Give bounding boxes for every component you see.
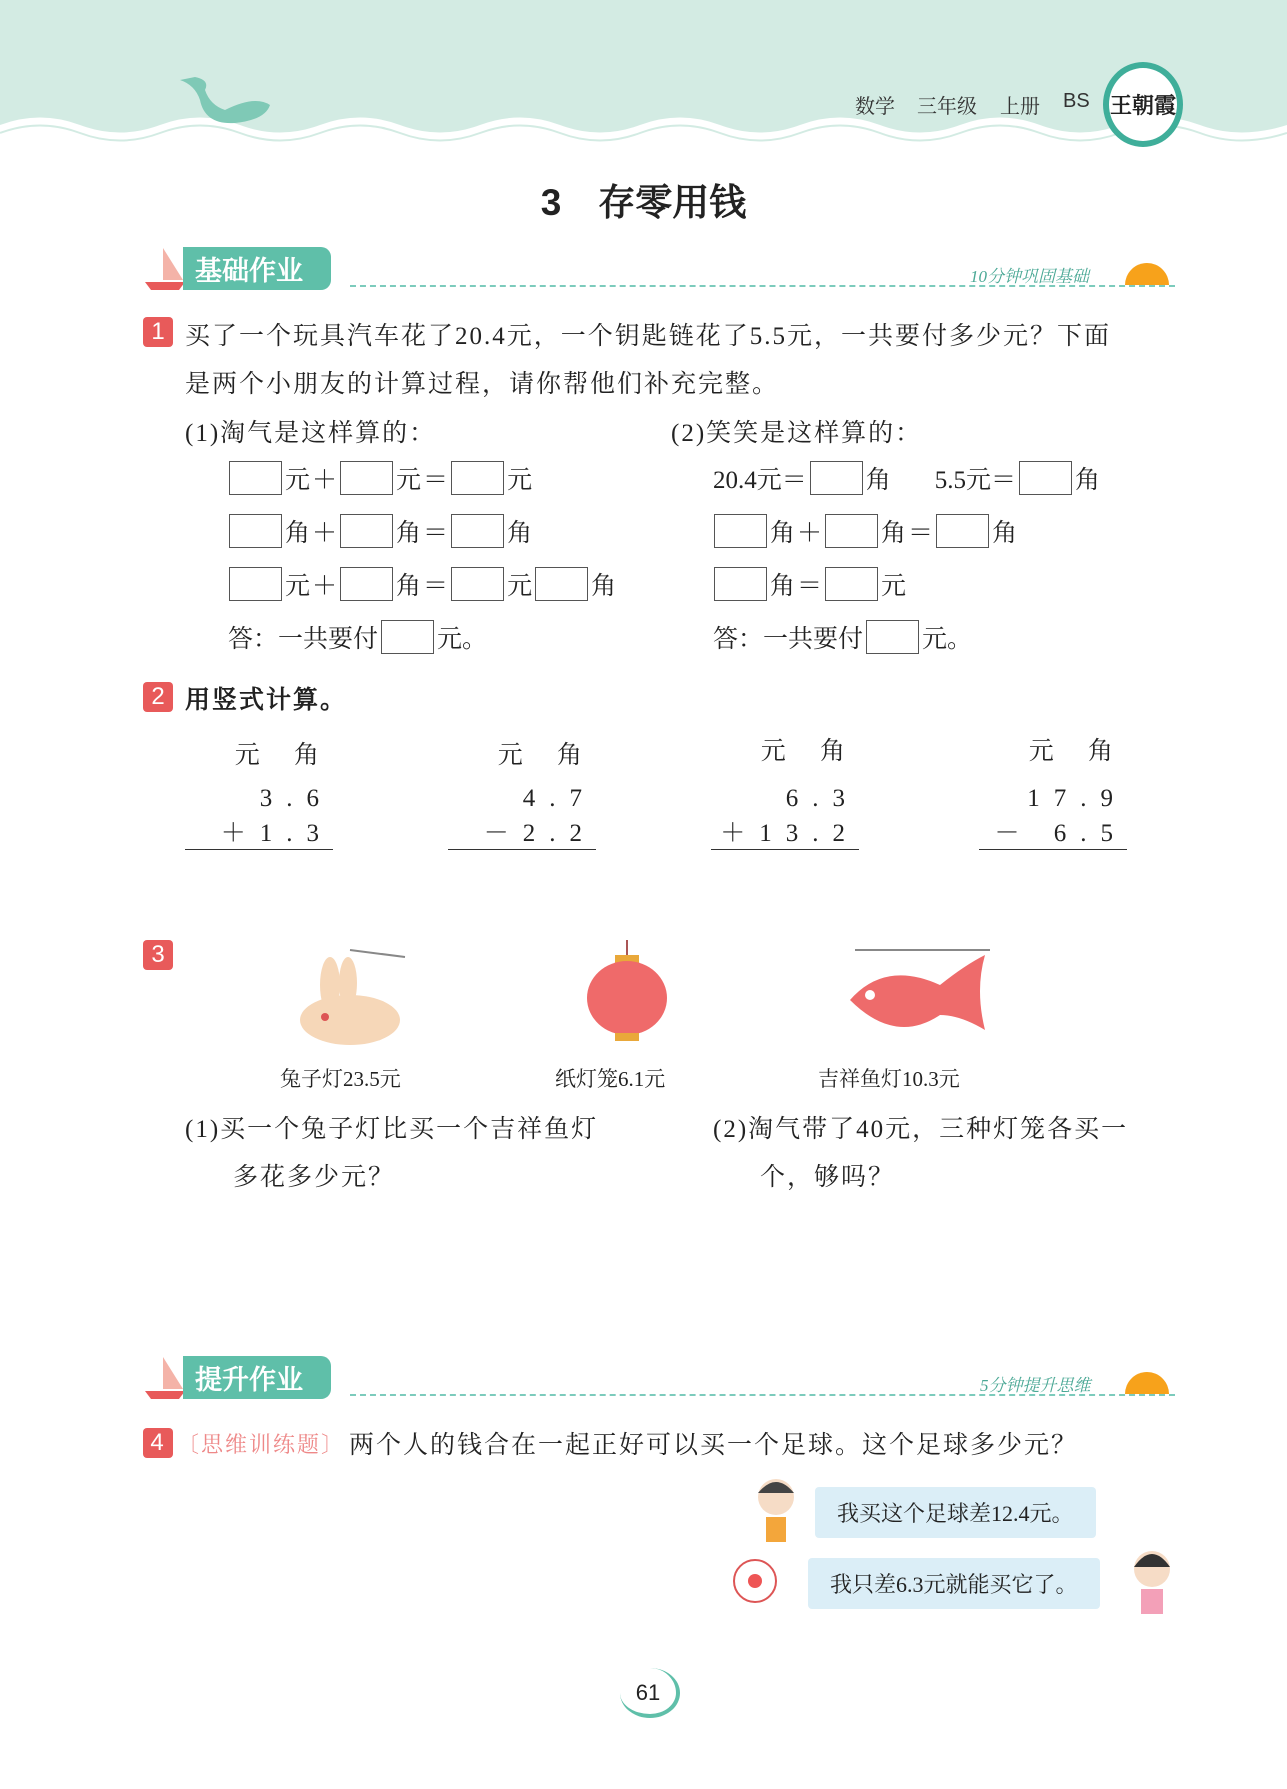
operand: ＋13.2 <box>711 813 859 850</box>
question-number: 1 <box>143 317 173 347</box>
section-label: 基础作业 <box>183 247 331 290</box>
unit-text: 角 <box>285 520 311 547</box>
operand: ＋1.3 <box>185 813 333 850</box>
calc-row <box>228 460 532 496</box>
sailboat-icon <box>143 246 187 290</box>
question-tag: 〔思维训练题〕 <box>177 1431 346 1457</box>
operand: 3.6 <box>259 785 333 812</box>
answer-box[interactable] <box>340 461 393 495</box>
vertical-calc <box>448 735 596 850</box>
unit-text: 角 <box>591 573 617 600</box>
answer-box[interactable] <box>936 514 989 548</box>
unit-header: 元 角 <box>1028 738 1127 765</box>
sailboat-icon <box>143 1355 187 1399</box>
calc-row <box>713 513 1017 549</box>
answer-box[interactable] <box>825 567 878 601</box>
unit-text: 角 <box>507 520 533 547</box>
unit-text: 元 <box>507 467 533 494</box>
section-label: 提升作业 <box>183 1356 331 1399</box>
answer-box[interactable] <box>340 567 393 601</box>
soccer-ball-icon <box>732 1558 778 1604</box>
answer-box[interactable] <box>866 620 919 654</box>
section-tip: 10分钟巩固基础 <box>970 267 1089 286</box>
answer-box[interactable] <box>381 620 434 654</box>
unit-text: 元 <box>396 467 422 494</box>
unit-text: 元。 <box>922 626 973 653</box>
unit-text: ＋ <box>312 467 338 494</box>
vertical-calc <box>711 731 859 850</box>
question-text: 用竖式计算。 <box>185 686 348 714</box>
rabbit-lantern-image <box>290 945 410 1050</box>
sub-question: (1)买一个兔子灯比买一个吉祥鱼灯 <box>185 1116 599 1143</box>
vertical-calc <box>185 735 333 850</box>
answer-box[interactable] <box>229 461 282 495</box>
question-number: 4 <box>143 1428 173 1458</box>
operand: 6.3 <box>785 785 859 812</box>
unit-text: 角 <box>396 573 422 600</box>
unit-text: ＝ <box>908 520 934 547</box>
answer-box[interactable] <box>1019 461 1072 495</box>
paper-lantern-image <box>585 940 670 1050</box>
section-header-basic <box>143 247 331 289</box>
calc-row <box>713 566 906 602</box>
unit-text: 角 <box>396 520 422 547</box>
question-number: 2 <box>143 682 173 712</box>
calc-row <box>713 460 1100 496</box>
grade-label: 三年级 <box>917 96 977 118</box>
unit-text: 角 <box>865 467 891 494</box>
unit-text: 答：一共要付 <box>228 626 379 653</box>
page-title: 3 存零用钱 <box>540 182 747 223</box>
unit-text: ＝ <box>423 573 449 600</box>
sun-icon <box>1125 263 1169 285</box>
sub-question: 个，够吗？ <box>760 1164 896 1191</box>
unit-text: 5.5元＝ <box>934 467 1017 494</box>
question-text: 买了一个玩具汽车花了20.4元，一个钥匙链花了5.5元，一共要付多少元？下面 <box>185 323 1112 350</box>
unit-text: 元 <box>507 573 533 600</box>
unit-text: 元 <box>881 573 907 600</box>
page-number: 61 <box>620 1668 680 1718</box>
speech-bubble: 我只差6.3元就能买它了。 <box>808 1558 1100 1609</box>
vertical-calc <box>979 731 1127 850</box>
calc-row <box>228 566 616 602</box>
question-text: 是两个小朋友的计算过程，请你帮他们补充完整。 <box>185 371 780 398</box>
section-tip: 5分钟提升思维 <box>980 1376 1091 1395</box>
boy-character-icon <box>750 1475 805 1550</box>
section-header-advanced <box>143 1356 331 1398</box>
speech-bubble: 我买这个足球差12.4元。 <box>815 1487 1096 1538</box>
unit-text: 答：一共要付 <box>713 626 864 653</box>
unit-text: ＋ <box>312 573 338 600</box>
unit-text: 元。 <box>437 626 488 653</box>
answer-row <box>713 619 972 655</box>
answer-box[interactable] <box>714 514 767 548</box>
sub-label: (2)笑笑是这样算的： <box>671 420 923 447</box>
girl-character-icon <box>1125 1545 1180 1620</box>
answer-box[interactable] <box>714 567 767 601</box>
calc-row <box>228 513 532 549</box>
item-caption: 吉祥鱼灯10.3元 <box>818 1067 960 1091</box>
answer-box[interactable] <box>810 461 863 495</box>
unit-header: 元 角 <box>760 738 859 765</box>
logo-text: 王朝霞 <box>1109 93 1176 118</box>
unit-header: 元 角 <box>497 742 596 769</box>
unit-text: ＋ <box>797 520 823 547</box>
question-number: 3 <box>143 940 173 970</box>
volume-label: 上册 <box>1000 96 1040 118</box>
unit-text: 角 <box>770 520 796 547</box>
sub-label: (1)淘气是这样算的： <box>185 420 437 447</box>
operand: 17.9 <box>1027 785 1127 812</box>
answer-box[interactable] <box>340 514 393 548</box>
sub-question: (2)淘气带了40元，三种灯笼各买一 <box>713 1116 1129 1143</box>
question-text: 两个人的钱合在一起正好可以买一个足球。这个足球多少元？ <box>349 1432 1079 1459</box>
unit-text: 角 <box>881 520 907 547</box>
operand: －2.2 <box>448 813 596 850</box>
question-4 <box>143 1425 1078 1461</box>
sub-question: 多花多少元？ <box>233 1164 396 1191</box>
answer-box[interactable] <box>451 514 504 548</box>
unit-text: 20.4元＝ <box>713 467 807 494</box>
whale-icon <box>175 75 275 130</box>
brand-logo <box>1103 62 1183 147</box>
answer-box[interactable] <box>229 567 282 601</box>
answer-box[interactable] <box>825 514 878 548</box>
unit-text: ＝ <box>423 467 449 494</box>
answer-box[interactable] <box>535 567 588 601</box>
answer-box[interactable] <box>451 567 504 601</box>
fish-lantern-image <box>845 945 995 1050</box>
operand: － 6.5 <box>979 813 1127 850</box>
unit-text: 角 <box>992 520 1018 547</box>
answer-box[interactable] <box>229 514 282 548</box>
unit-header: 元 角 <box>234 742 333 769</box>
item-caption: 纸灯笼6.1元 <box>555 1067 666 1091</box>
unit-text: ＝ <box>423 520 449 547</box>
subject-label: 数学 <box>855 96 895 118</box>
unit-text: 角 <box>770 573 796 600</box>
answer-box[interactable] <box>451 461 504 495</box>
operand: 4.7 <box>522 785 596 812</box>
answer-row <box>228 619 487 655</box>
item-caption: 兔子灯23.5元 <box>280 1067 401 1091</box>
unit-text: 角 <box>1075 467 1101 494</box>
edition-label: BS <box>1063 90 1090 112</box>
unit-text: ＝ <box>797 573 823 600</box>
unit-text: 元 <box>285 573 311 600</box>
unit-text: 元 <box>285 467 311 494</box>
sun-icon <box>1125 1372 1169 1394</box>
unit-text: ＋ <box>312 520 338 547</box>
